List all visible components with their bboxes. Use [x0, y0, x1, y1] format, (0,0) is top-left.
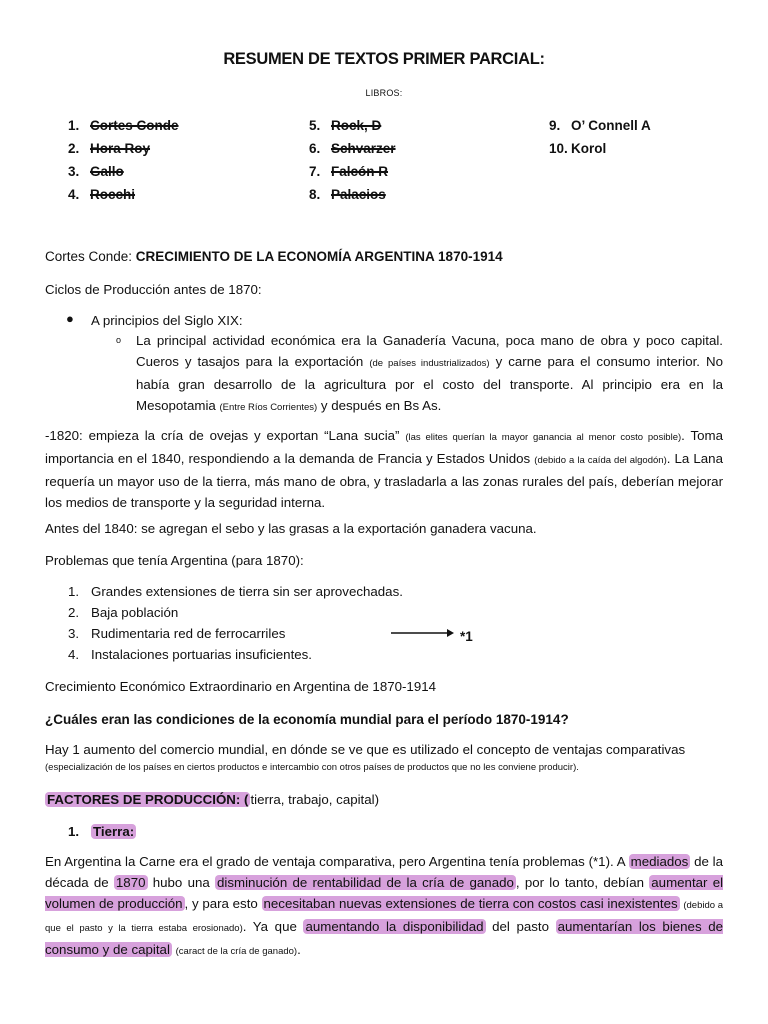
book-item: 7. Falcón R [309, 164, 389, 179]
list-item: 1. Grandes extensiones de tierra sin ser aprovechadas. [68, 584, 403, 599]
problems-title: Problemas que tenía Argentina (para 1870): [45, 553, 304, 568]
book-item: 3. Gallo [68, 164, 124, 179]
final-paragraph: En Argentina la Carne era el grado de ventaja comparativa, pero Argentina tenía problemas (*1). A mediados de la década de 1870 hubo una disminución de rentabilidad de la cría de ganado , por lo tanto, debían aumentar el volumen de producción , y para esto necesitaban nuevas extensiones de tierra con costos casi inexistentes (debido a que el pasto y la tierra estaba erosionado). Ya que aumentando la disponibilidad del pasto aumentarían los bienes de consumo y de capital (caract de la cría de ganado). [45, 854, 724, 957]
sub-bullet-text: La principal actividad económica era la Ganadería Vacuna, poca mano de obra y poco capital. Cueros y tasajos para la exportación (de países industrializados) y carne para el consumo interior. No había gran desarrollo de la agricultura por el costo del transporte. Al principio era en la Mesopotamia (Entre Ríos Corrientes) y después en Bs As. [136, 333, 723, 413]
section-heading: Cortes Conde: CRECIMIENTO DE LA ECONOMÍA ARGENTINA 1870-1914 [45, 249, 503, 264]
list-item: 2. Baja población [68, 605, 179, 620]
book-item: 5. Rock, D [309, 118, 382, 133]
paragraph-1820: -1820: empieza la cría de ovejas y exportan “Lana sucia” (las elites querían la mayor ganancia al menor costo posible). Toma importancia en el 1840, respondiendo a la demanda de Francia y Estados Unidos (debido a la caída del algodón). La Lana requería un mayor uso de la tierra, más mano de obra, y trasladarla a las zonas rurales del país, deberían mejorar los medios de transporte y la seguridad interna. [45, 428, 723, 510]
tierra-item: 1. Tierra: [68, 824, 135, 839]
book-item: 10. Korol [549, 141, 607, 156]
arrow-label: *1 [460, 629, 473, 644]
list-item: 4. Instalaciones portuarias insuficientes. [68, 647, 312, 662]
books-label: LIBROS: [365, 88, 403, 98]
sub-bullet-icon: o [116, 335, 122, 345]
book-item: 8. Palacios [309, 187, 386, 202]
bullet-text: A principios del Siglo XIX: [91, 313, 243, 328]
paragraph-1840: Antes del 1840: se agregan el sebo y las grasas a la exportación ganadera vacuna. [45, 521, 537, 536]
book-item: 4. Rocchi [68, 187, 136, 202]
arrow-right-icon [391, 627, 455, 639]
book-item: 2. Hora Roy [68, 141, 151, 156]
growth-text: Crecimiento Económico Extraordinario en Argentina de 1870-1914 [45, 679, 437, 694]
document-title: RESUMEN DE TEXTOS PRIMER PARCIAL: [223, 50, 545, 68]
commerce-note: (especialización de los países en ciertos productos e intercambio con otros países de productos que no les conviene producir). [45, 762, 579, 773]
book-item: 9. O’ Connell A [549, 118, 651, 133]
question-heading: ¿Cuáles eran las condiciones de la economía mundial para el período 1870-1914? [45, 712, 569, 727]
commerce-text: Hay 1 aumento del comercio mundial, en dónde se ve que es utilizado el concepto de ventajas comparativas [45, 742, 686, 757]
bullet-icon: ● [66, 311, 74, 326]
book-item: 6. Schvarzer [309, 141, 396, 156]
list-item: 3. Rudimentaria red de ferrocarriles [68, 626, 286, 641]
book-item: 1. Cortes Conde [68, 118, 179, 133]
cycles-label: Ciclos de Producción antes de 1870: [45, 282, 262, 297]
factors-heading: FACTORES DE PRODUCCIÓN: ( tierra, trabajo, capital) [47, 792, 380, 807]
